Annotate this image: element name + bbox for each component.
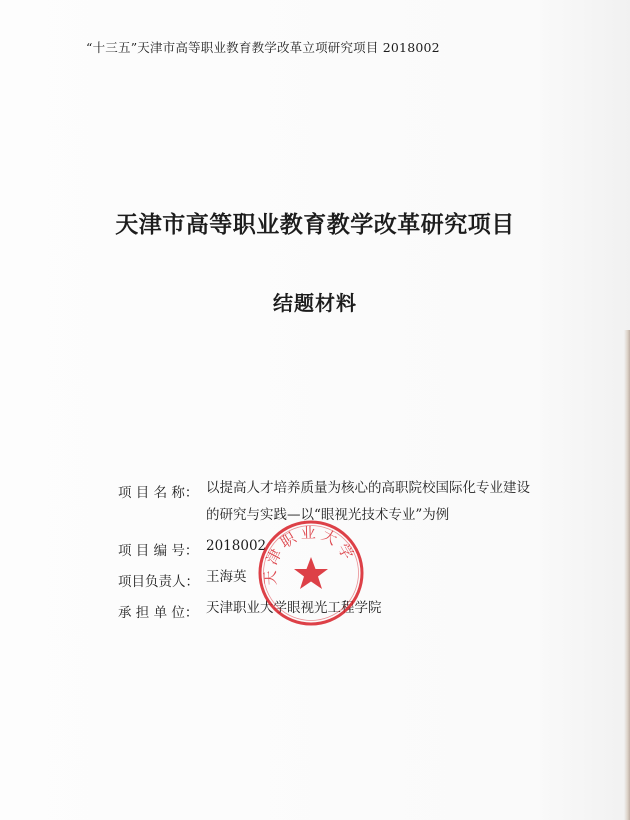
- project-number-row: [118, 539, 538, 560]
- project-name-label: 项 目 名 称：: [118, 485, 199, 501]
- unit-label: 承 担 单 位：: [118, 605, 199, 621]
- project-name-row: [118, 481, 538, 529]
- project-info-block: [118, 481, 538, 632]
- project-number-value: 2018002: [206, 538, 267, 554]
- page-header: “十三五”天津市高等职业教育教学改革立项研究项目 2018002: [86, 40, 440, 55]
- unit-value: 天津职业大学眼视光工程学院: [206, 600, 382, 616]
- unit-row: [118, 601, 538, 622]
- project-name-value: 以提高人才培养质量为核心的高职院校国际化专业建设的研究与实践—以“眼视光技术专业”为例: [206, 480, 530, 523]
- document-subtitle: 结题材料: [273, 291, 357, 315]
- seal-text: 天津职业大学: [260, 523, 360, 586]
- document-title: 天津市高等职业教育教学改革研究项目: [115, 211, 515, 238]
- leader-row: [118, 570, 538, 591]
- leader-label: 项目负责人：: [118, 574, 199, 590]
- project-number-label: 项 目 编 号：: [118, 543, 199, 559]
- paper-edge-shadow: [624, 330, 630, 820]
- leader-value: 王海英: [206, 569, 247, 585]
